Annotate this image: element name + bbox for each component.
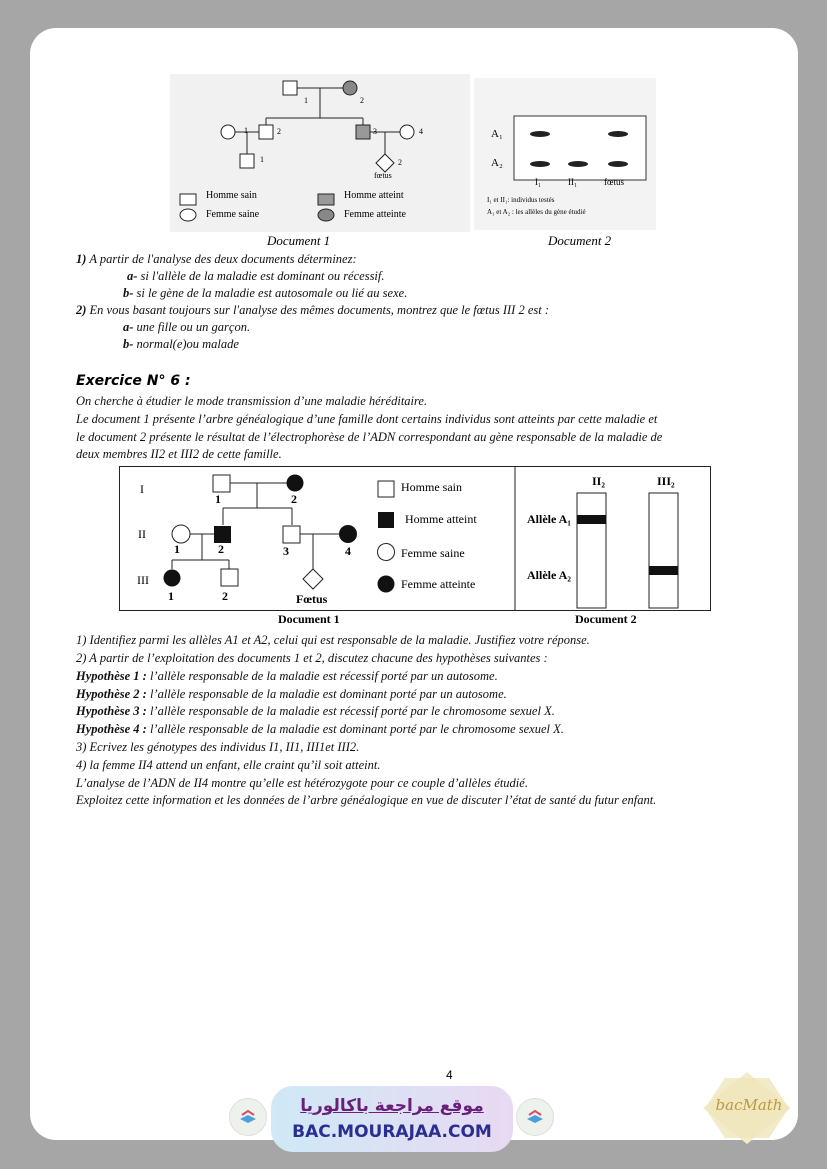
doc1-legend-homme-sain: Homme sain xyxy=(206,190,257,201)
doc1-caption: Document 1 xyxy=(267,233,331,248)
doc1-I2-female-affected xyxy=(343,81,357,95)
doc1-num-I2: 2 xyxy=(360,96,364,105)
ex6-doc1-caption: Document 1 xyxy=(278,612,340,626)
doc2-band-II1-A2 xyxy=(568,161,588,167)
doc1-num-I1: 1 xyxy=(304,96,308,105)
ex6-gen-I: I xyxy=(140,482,144,496)
ex6-gel-column-III2 xyxy=(649,493,678,608)
doc1-num-II2: 2 xyxy=(277,127,281,136)
doc2-band-foetus-A1 xyxy=(608,131,628,137)
ex6-intro-line-3: le document 2 présente le résultat de l’électrophorèse de l’ADN correspondant au gène responsable de la maladie de xyxy=(76,430,663,444)
ex6-II3-homme-sain xyxy=(283,526,300,543)
exercise-6-title: Exercice N° 6 : xyxy=(76,373,191,389)
ex6-foetus-label: Fœtus xyxy=(296,592,328,606)
ex6-intro-line-2: Le document 1 présente l’arbre généalogique d’une famille dont certains individus sont atteints par cette maladie et xyxy=(76,412,658,426)
ex6-question-3: 3) Ecrivez les génotypes des individus I1, II1, III1et III2. xyxy=(76,740,360,754)
doc1-I1-male xyxy=(283,81,297,95)
doc1-legend-femme-atteinte-icon xyxy=(318,209,334,221)
doc2-band-foetus-A2 xyxy=(608,161,628,167)
doc2-col-I1: I₁ xyxy=(535,177,542,187)
ex6-num-II4: 4 xyxy=(345,544,351,558)
ex6-hypothese-3: Hypothèse 3 : l’allèle responsable de la maladie est récessif porté par le chromosome sexuel X. xyxy=(76,704,555,718)
ex6-gen-III: III xyxy=(137,573,149,587)
doc1-legend-femme-atteinte: Femme atteinte xyxy=(344,209,406,220)
question-2b: b- normal(e)ou malade xyxy=(123,337,239,351)
ex6-legend-femme-atteinte-icon xyxy=(378,576,395,593)
question-1b: b- si le gène de la maladie est autosomale ou lié au sexe. xyxy=(123,286,408,300)
ex6-question-4: 4) la femme II4 attend un enfant, elle craint qu’il soit atteint. xyxy=(76,758,381,772)
ex6-question-4-analysis: L’analyse de l’ADN de II4 montre qu’elle est hétérozygote pour ce couple d’allèles étudié. xyxy=(76,776,528,790)
site-logo-left xyxy=(229,1098,267,1136)
doc2-allele-A1-label: A₁ xyxy=(491,128,503,140)
question-2a: a- une fille ou un garçon. xyxy=(123,320,251,334)
bacmath-logo-text: bacMath xyxy=(715,1096,783,1114)
ex6-num-II2: 2 xyxy=(218,542,224,556)
book-icon xyxy=(230,1099,266,1135)
ex6-intro-line-4: deux membres II2 et III2 de cette famille. xyxy=(76,447,282,461)
site-banner[interactable] xyxy=(271,1086,513,1152)
doc2-col-II1: II₁ xyxy=(568,177,578,187)
doc2-band-I1-A2 xyxy=(530,161,550,167)
ex6-allele-A1-label: Allèle A₁ xyxy=(527,512,571,526)
ex6-hypothese-1: Hypothèse 1 : l’allèle responsable de la maladie est récessif porté par un autosome. xyxy=(76,669,498,683)
doc1-II4-female xyxy=(400,125,414,139)
ex6-III1-femme-atteinte xyxy=(164,570,181,587)
ex6-band-III2-A2 xyxy=(649,566,678,575)
doc1-legend-femme-saine: Femme saine xyxy=(206,209,260,220)
doc2-allele-A2-label: A₂ xyxy=(491,157,503,169)
doc1-foetus-label: fœtus xyxy=(374,171,392,180)
banner-url[interactable]: BAC.MOURAJAA.COM xyxy=(292,1122,492,1142)
doc1-II2-male xyxy=(259,125,273,139)
bacmath-logo xyxy=(697,1070,797,1146)
banner-arabic-title[interactable]: موقع مراجعة باكالوريا xyxy=(300,1096,484,1116)
ex6-num-I1: 1 xyxy=(215,492,221,506)
ex6-gel-column-II2 xyxy=(577,493,606,608)
ex6-intro-line-1: On cherche à étudier le mode transmission d’une maladie héréditaire. xyxy=(76,394,428,408)
ex6-gen-II: II xyxy=(138,527,146,541)
doc2-note-individus: I₁ et II₁: individus testés xyxy=(487,196,555,204)
doc1-legend-homme-atteint-icon xyxy=(318,194,334,205)
ex6-II2-homme-atteint xyxy=(214,526,231,543)
ex6-II4-femme-atteinte xyxy=(339,525,357,543)
ex6-band-II2-A1 xyxy=(577,515,606,524)
ex6-legend-homme-atteint-icon xyxy=(378,512,394,528)
ex6-legend-femme-saine: Femme saine xyxy=(401,546,465,560)
ex6-col-III2: III₂ xyxy=(657,474,675,488)
doc2-note-alleles: A₁ et A₂ : les allèles du gène étudié xyxy=(487,208,586,216)
ex6-col-II2: II₂ xyxy=(592,474,605,488)
ex6-legend-femme-saine-icon xyxy=(378,544,395,561)
doc2-col-foetus: fœtus xyxy=(604,177,624,187)
doc1-num-II3: 3 xyxy=(373,127,377,136)
ex6-legend-homme-sain-icon xyxy=(378,481,394,497)
ex6-hypothese-2: Hypothèse 2 : l’allèle responsable de la maladie est dominant porté par un autosome. xyxy=(76,687,507,701)
question-1a: a- si l'allèle de la maladie est dominant ou récessif. xyxy=(127,269,385,283)
doc1-legend-femme-saine-icon xyxy=(180,209,196,221)
site-logo-right xyxy=(516,1098,554,1136)
ex6-allele-A2-label: Allèle A₂ xyxy=(527,568,571,582)
book-icon xyxy=(517,1099,553,1135)
ex6-III2-homme-sain xyxy=(221,569,238,586)
doc1-num-III2: 2 xyxy=(398,158,402,167)
doc2-band-I1-A1 xyxy=(530,131,550,137)
ex6-question-4-exploit: Exploitez cette information et les données de l’arbre généalogique en vue de discuter l’état de santé du futur enfant. xyxy=(76,793,657,807)
ex6-question-2: 2) A partir de l’exploitation des documents 1 et 2, discutez chacune des hypothèses suivantes : xyxy=(76,651,548,665)
doc1-III1-male xyxy=(240,154,254,168)
doc1-II3-male-affected xyxy=(356,125,370,139)
doc1-num-II4: 4 xyxy=(419,127,423,136)
page-number: 4 xyxy=(446,1068,453,1082)
ex6-legend-femme-atteinte: Femme atteinte xyxy=(401,577,476,591)
doc1-legend-homme-atteint: Homme atteint xyxy=(344,190,404,201)
ex6-legend-homme-sain: Homme sain xyxy=(401,480,462,494)
ex6-num-I2: 2 xyxy=(291,492,297,506)
ex6-num-II1: 1 xyxy=(174,542,180,556)
doc1-II1-female xyxy=(221,125,235,139)
ex6-II1-femme-saine xyxy=(172,525,190,543)
ex6-doc2-caption: Document 2 xyxy=(575,612,637,626)
ex6-hypothese-4: Hypothèse 4 : l’allèle responsable de la maladie est dominant porté par le chromosome sexuel X. xyxy=(76,722,564,736)
ex6-num-III1: 1 xyxy=(168,589,174,603)
doc1-legend-homme-sain-icon xyxy=(180,194,196,205)
ex6-num-II3: 3 xyxy=(283,544,289,558)
doc1-num-II1: 1 xyxy=(244,126,248,135)
question-2: 2) En vous basant toujours sur l'analyse des mêmes documents, montrez que le fœtus III 2 est : xyxy=(76,303,549,317)
ex6-I2-femme-atteinte xyxy=(287,475,304,492)
doc1-num-III1: 1 xyxy=(260,155,264,164)
question-1: 1) A partir de l'analyse des deux documents déterminez: xyxy=(76,252,357,266)
ex6-I1-homme-sain xyxy=(213,475,230,492)
ex6-legend-homme-atteint: Homme atteint xyxy=(405,512,477,526)
ex6-question-1: 1) Identifiez parmi les allèles A1 et A2, celui qui est responsable de la maladie. Justifiez votre réponse. xyxy=(76,633,590,647)
ex6-num-III2: 2 xyxy=(222,589,228,603)
doc2-caption: Document 2 xyxy=(548,233,612,248)
